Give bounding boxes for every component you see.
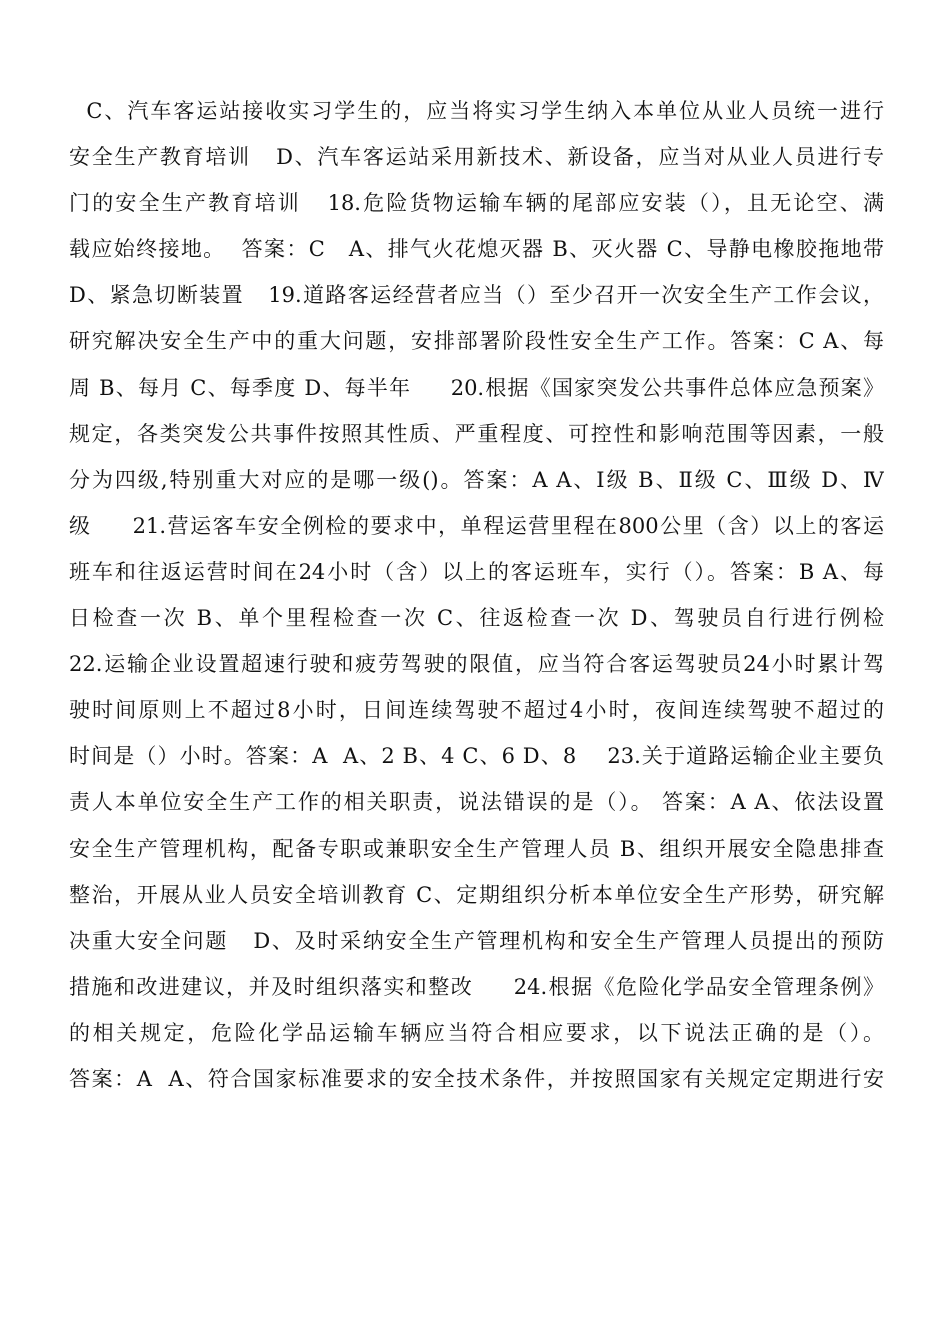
text-line-6: 研究解决安全生产中的重大问题，安排部署阶段性安全生产工作。答案：C A、每 (69, 329, 884, 354)
text-line-16: 责人本单位安全生产工作的相关职责，说法错误的是（）。 答案：A A、依法设置 (69, 790, 884, 815)
text-line-9: 分为四级,特别重大对应的是哪一级()。答案：A A、Ⅰ级 B、Ⅱ级 C、Ⅲ级 D、Ⅳ (69, 467, 884, 492)
text-line-19: 决重大安全问题 D、及时采纳安全生产管理机构和安全生产管理人员提出的预防 (69, 928, 884, 953)
text-line-7: 周 B、每月 C、每季度 D、每半年 20.根据《国家突发公共事件总体应急预案》 (69, 375, 884, 400)
text-line-13: 22.运输企业设置超速行驶和疲劳驾驶的限值，应当符合客运驾驶员24小时累计驾 (69, 652, 884, 677)
text-line-5: D、紧急切断装置 19.道路客运经营者应当（）至少召开一次安全生产工作会议， (69, 283, 884, 308)
text-line-10: 级 21.营运客车安全例检的要求中，单程运营里程在800公里（含）以上的客运 (69, 513, 884, 538)
text-line-17: 安全生产管理机构，配备专职或兼职安全生产管理人员 B、组织开展安全隐患排查 (69, 836, 884, 861)
text-line-22: 答案：A A、符合国家标准要求的安全技术条件，并按照国家有关规定定期进行安 (69, 1066, 884, 1091)
text-line-12: 日检查一次 B、单个里程检查一次 C、往返检查一次 D、驾驶员自行进行例检 (69, 606, 884, 631)
text-line-2: 安全生产教育培训 D、汽车客运站采用新技术、新设备，应当对从业人员进行专 (69, 145, 884, 170)
text-line-3: 门的安全生产教育培训 18.危险货物运输车辆的尾部应安装（），且无论空、满 (69, 191, 884, 216)
text-line-1: C、汽车客运站接收实习学生的，应当将实习学生纳入本单位从业人员统一进行 (69, 99, 884, 123)
text-line-11: 班车和往返运营时间在24小时（含）以上的客运班车，实行（）。答案：B A、每 (69, 559, 884, 584)
text-line-15: 时间是（）小时。答案：A A、2 B、4 C、6 D、8 23.关于道路运输企业主要负 (69, 744, 884, 769)
text-line-20: 措施和改进建议，并及时组织落实和整改 24.根据《危险化学品安全管理条例》 (69, 974, 884, 999)
text-line-18: 整治，开展从业人员安全培训教育 C、定期组织分析本单位安全生产形势，研究解 (69, 882, 884, 907)
text-line-21: 的相关规定，危险化学品运输车辆应当符合相应要求，以下说法正确的是（）。 (69, 1020, 884, 1045)
text-line-8: 规定，各类突发公共事件按照其性质、严重程度、可控性和影响范围等因素，一般 (69, 421, 884, 446)
text-line-4: 载应始终接地。 答案：C A、排气火花熄灭器 B、灭火器 C、导静电橡胶拖地带 (69, 237, 884, 262)
document-body (69, 88, 884, 1102)
text-line-14: 驶时间原则上不超过8小时，日间连续驾驶不超过4小时，夜间连续驾驶不超过的 (69, 698, 884, 723)
